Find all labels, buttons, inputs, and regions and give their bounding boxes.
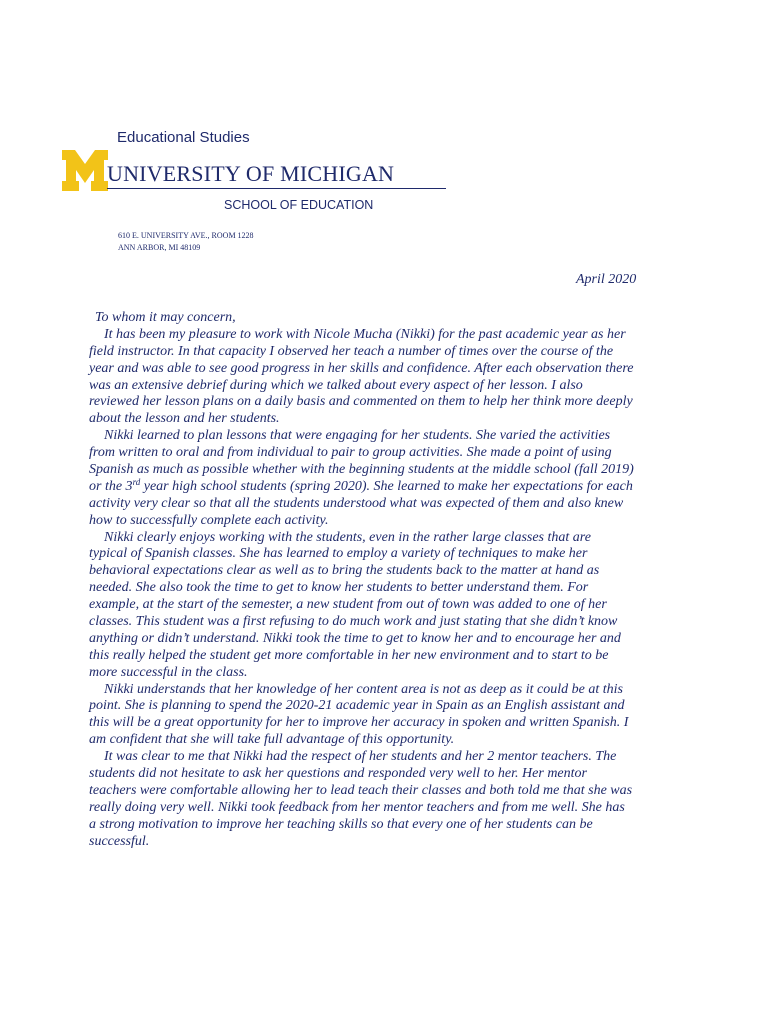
university-name: UNIVERSITY OF MICHIGAN — [107, 161, 395, 186]
body-line: Spanish as much as possible whether with the beginning students at the middle school (fall 2019) — [89, 462, 634, 478]
body-line: needed. She also took the time to get to know her students to better understand them. For — [89, 580, 589, 596]
body-line: activity very clear so that all the students understood what was expected of them and also knew — [89, 495, 624, 511]
body-line: students did not hesitate to ask her questions and responded very well to her. Her mentor — [89, 766, 587, 782]
body-line — [89, 476, 689, 496]
body-line: It has been my pleasure to work with Nicole Mucha (Nikki) for the past academic year as her — [104, 326, 626, 342]
body-line: from written to oral and from individual to pair to group activities. She made a point of using — [89, 445, 612, 461]
body-line: am confident that she will take full advantage of this opportunity. — [89, 732, 455, 748]
body-line: behavioral expectations clear as well as to bring the students back to the matter at hand as — [89, 563, 600, 579]
block-m-logo-icon — [62, 150, 108, 191]
body-line: this really helped the student get more comfortable in her new environment and to start to be — [89, 647, 609, 663]
department-name: Educational Studies — [117, 129, 250, 146]
address-line-2: ANN ARBOR, MI 48109 — [118, 243, 201, 252]
body-line: how to successfully complete each activity. — [89, 512, 329, 528]
body-line: year and was able to see good progress in her skills and confidence. After each observation there — [89, 360, 634, 376]
body-line: example, at the start of the semester, a new student from out of town was added to one of her — [89, 597, 607, 613]
logo-rule — [107, 188, 446, 189]
body-line: classes. This student was a first refusing to do much work and just stating that she didn’t know — [89, 614, 618, 630]
body-line: a strong motivation to improve her teaching skills so that every one of her students can be — [89, 816, 593, 832]
letter-date: April 2020 — [576, 272, 637, 287]
body-line: typical of Spanish classes. She has learned to employ a variety of techniques to make her — [89, 546, 588, 562]
body-line: point. She is planning to spend the 2020-21 academic year in Spain as an English assistant and — [89, 698, 625, 714]
address-line-1: 610 E. UNIVERSITY AVE., ROOM 1228 — [118, 231, 254, 240]
school-name: SCHOOL OF EDUCATION — [224, 198, 374, 212]
body-line: really doing very well. Nikki took feedback from her mentor teachers and from me well. She has — [89, 799, 625, 815]
body-line: anything or didn’t understand. Nikki took the time to get to know her and to encourage her and — [89, 630, 621, 646]
body-line: teachers were comfortable allowing her to lead teach their classes and both told me that she was — [89, 782, 633, 798]
body-line: this will be a great opportunity for her to improve her accuracy in spoken and written Spanish. I — [89, 715, 629, 731]
address-block — [118, 230, 254, 254]
body-line: Nikki learned to plan lessons that were engaging for her students. She varied the activities — [104, 428, 611, 444]
body-line: more successful in the class. — [89, 664, 248, 680]
university-logo — [62, 150, 395, 196]
ordinal-suffix: rd — [132, 476, 141, 487]
body-line: about the lesson and her students. — [89, 411, 280, 427]
body-line-part: or the 3 — [89, 478, 133, 494]
body-line: Nikki understands that her knowledge of her content area is not as deep as it could be at this — [104, 681, 623, 697]
body-line-part: year high school students (spring 2020). She learned to make her expectations for each — [140, 478, 633, 494]
body-line: successful. — [89, 833, 150, 849]
salutation: To whom it may concern, — [95, 310, 236, 325]
body-line: field instructor. In that capacity I observed her teach a number of times over the course of the — [89, 343, 614, 359]
body-line: Nikki clearly enjoys working with the students, even in the rather large classes that are — [104, 529, 591, 545]
body-line: was an extensive debrief during which we talked about every aspect of her lesson. I also — [89, 377, 583, 393]
letter-body — [89, 310, 689, 851]
body-line: reviewed her lesson plans on a daily basis and commented on them to help her think more deeply — [89, 394, 633, 410]
body-line: It was clear to me that Nikki had the respect of her students and her 2 mentor teachers. The — [104, 749, 617, 765]
